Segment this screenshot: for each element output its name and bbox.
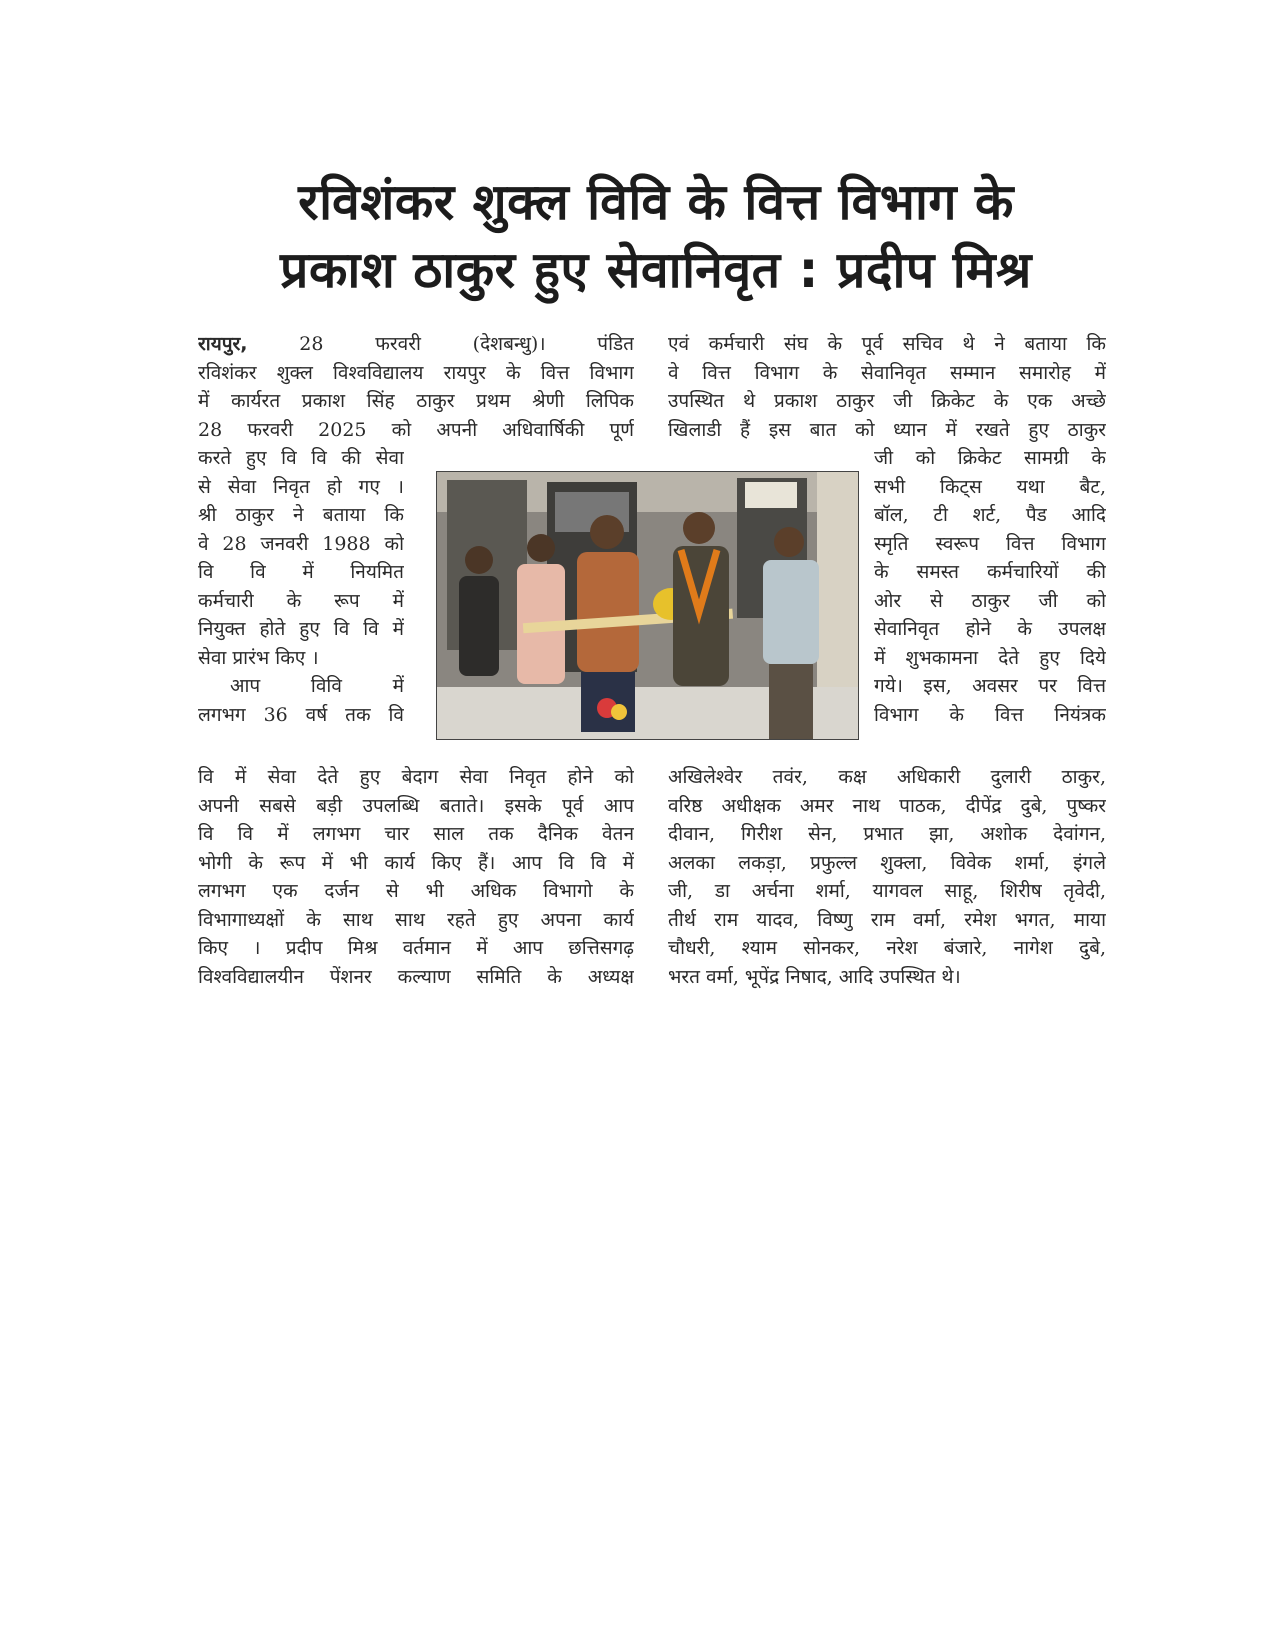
article-line: 28 फरवरी 2025 को अपनी अधिवार्षिकी पूर्ण <box>198 418 634 441</box>
article-line: विश्वविद्यालयीन पेंशनर कल्याण समिति के अध्यक्ष <box>198 965 634 988</box>
article-line: वि में सेवा देते हुए बेदाग सेवा निवृत होने को <box>198 766 634 788</box>
article-line: वि वि में नियमित <box>198 561 404 583</box>
article-line: लगभग 36 वर्ष तक वि <box>198 703 404 726</box>
article-line: सभी किट्स यथा बैट, <box>874 475 1106 498</box>
article-line: में कार्यरत प्रकाश सिंह ठाकुर प्रथम श्रेणी लिपिक <box>198 390 634 412</box>
article-line: अपनी सबसे बड़ी उपलब्धि बताते। इसके पूर्व आप <box>198 794 634 817</box>
article-line: अखिलेश्वेर तवंर, कक्ष अधिकारी दुलारी ठाकुर, <box>668 766 1106 788</box>
group-photo <box>436 471 859 740</box>
article-line: गये। इस, अवसर पर वित्त <box>874 675 1106 697</box>
article-line: से सेवा निवृत हो गए । <box>198 475 404 498</box>
article-line: स्मृति स्वरूप वित्त विभाग <box>874 532 1106 555</box>
article-line: बॉल, टी शर्ट, पैड आदि <box>874 504 1106 526</box>
article-line: के समस्त कर्मचारियों की <box>874 561 1106 583</box>
article-line: वरिष्ठ अधीक्षक अमर नाथ पाठक, दीपेंद्र दुबे, पुष्कर <box>668 794 1106 817</box>
article-line: रविशंकर शुक्ल विश्वविद्यालय रायपुर के वित्त विभाग <box>198 361 634 384</box>
article-line: खिलाडी हैं इस बात को ध्यान में रखते हुए ठाकुर <box>668 418 1106 441</box>
dateline-city: रायपुर, <box>198 333 248 355</box>
article-line: विभाग के वित्त नियंत्रक <box>874 703 1106 726</box>
article-line: में शुभकामना देते हुए दिये <box>874 646 1106 669</box>
article-line: जी को क्रिकेट सामग्री के <box>874 447 1106 469</box>
article-line: चौधरी, श्याम सोनकर, नरेश बंजारे, नागेश दुबे, <box>668 937 1106 959</box>
article-line: सेवानिवृत होने के उपलक्ष <box>874 618 1106 640</box>
article-line: श्री ठाकुर ने बताया कि <box>198 504 404 526</box>
group-photo-icon <box>437 472 858 739</box>
article-line: सेवा प्रारंभ किए । <box>198 646 319 669</box>
article-line: वे 28 जनवरी 1988 को <box>198 532 404 555</box>
article-line: भरत वर्मा, भूपेंद्र निषाद, आदि उपस्थित थे। <box>668 965 961 988</box>
article-line: नियुक्त होते हुए वि वि में <box>198 618 404 640</box>
article-line: उपस्थित थे प्रकाश ठाकुर जी क्रिकेट के एक अच्छे <box>668 390 1106 412</box>
headline-line-1: रविशंकर शुक्ल विवि के वित्त विभाग के <box>298 173 1014 231</box>
article-left-top <box>198 330 634 444</box>
article-line: दीवान, गिरीश सेन, प्रभात झा, अशोक देवांगन, <box>668 823 1106 845</box>
article-right-bottom <box>668 763 1106 991</box>
article-line: रायपुर, 28 फरवरी (देशबन्धु)। पंडित <box>198 333 634 355</box>
headline <box>196 168 1116 304</box>
article-line: लगभग एक दर्जन से भी अधिक विभागो के <box>198 880 634 902</box>
article-line: किए । प्रदीप मिश्र वर्तमान में आप छत्तिसगढ़ <box>198 937 634 959</box>
article-left-narrow <box>198 444 404 729</box>
article-line: भोगी के रूप में भी कार्य किए हैं। आप वि वि में <box>198 851 634 874</box>
article-right-top <box>668 330 1106 444</box>
article-line: अलका लकड़ा, प्रफुल्ल शुक्ला, विवेक शर्मा, इंगले <box>668 851 1106 874</box>
article-line: वि वि में लगभग चार साल तक दैनिक वेतन <box>198 823 634 845</box>
article-line: आप विवि में <box>230 675 404 697</box>
article-line: जी, डा अर्चना शर्मा, यागवल साहू, शिरीष तृवेदी, <box>668 880 1106 902</box>
article-line: कर्मचारी के रूप में <box>198 589 404 612</box>
article-line: एवं कर्मचारी संघ के पूर्व सचिव थे ने बताया कि <box>668 333 1106 355</box>
article-right-narrow <box>874 444 1106 729</box>
article-line: करते हुए वि वि की सेवा <box>198 447 404 469</box>
article-line: तीर्थ राम यादव, विष्णु राम वर्मा, रमेश भगत, माया <box>668 908 1106 931</box>
article-line: वे वित्त विभाग के सेवानिवृत सम्मान समारोह में <box>668 361 1106 384</box>
article-left-bottom <box>198 763 634 991</box>
article-line: ओर से ठाकुर जी को <box>874 589 1106 612</box>
headline-line-2: प्रकाश ठाकुर हुए सेवानिवृत : प्रदीप मिश्र <box>280 241 1032 299</box>
article-line: विभागाध्यक्षों के साथ साथ रहते हुए अपना कार्य <box>198 908 634 931</box>
